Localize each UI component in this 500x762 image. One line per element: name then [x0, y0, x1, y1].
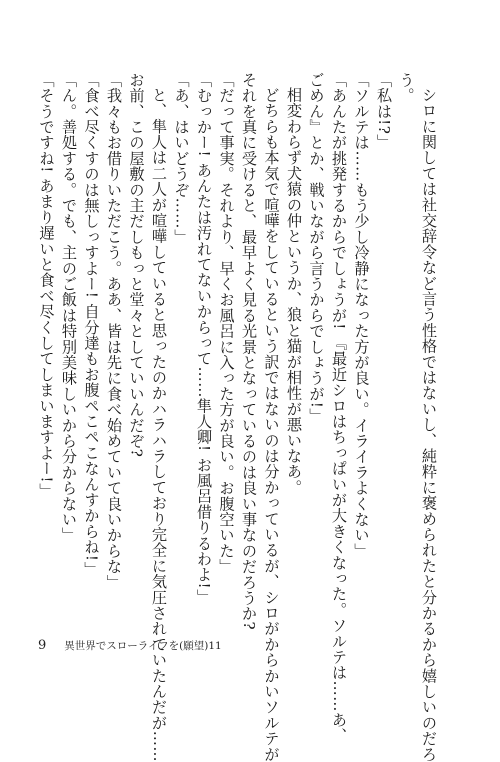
text-line: 「あ、はいどうぞ……」 [172, 72, 191, 245]
text-line: 「ん。善処する。でも、主のご飯は特別美味しいから分からない」 [60, 72, 78, 543]
page-number: 9 [38, 638, 47, 653]
text-line: 「そうですね! あまり遅いと食べ尽くしてしまいますよー!」 [37, 72, 56, 499]
text-line: お前、この屋敷の主だしもっと堂々としていいんだぞ? [127, 72, 146, 458]
text-line: と、隼人は二人が喧嘩していると思ったのかハラハラしており完全に気圧されていたんだが…… [150, 87, 168, 762]
text-line: 「私は!?」 [375, 72, 393, 151]
text-line: シロに関しては社交辞令など言う性格ではないし、純粋に褒められたと分かるから嬉しいのだろ [420, 87, 438, 762]
text-line: 「食べ尽くすのは無しっすよー! 自分達もお腹ペこペこなんすからね!」 [82, 72, 101, 578]
text-line: それを真に受けると、最早よく見る光景となっているのは良い事なのだろうか? [240, 72, 258, 631]
text-line: 「だって事実。それより、早くお風呂に入った方が良い。お腹空いた」 [217, 72, 236, 575]
page-footer [38, 638, 222, 653]
text-line: ごめん』とか、戦いながら言うからでしょうが!」 [307, 72, 326, 425]
text-line: 「ソルテは……もう少し冷静になった方が良い。イライラよくない」 [352, 72, 371, 559]
text-line: 「むっかー! あんたは汚れてないからって……隼人卿! お風呂借りるわよ!」 [195, 72, 213, 605]
book-title: 異世界でスローライフを(願望)11 [64, 640, 222, 652]
text-line: 相変わらず犬猿の仲というか、狼と猫が相性が悪いなあ。 [285, 87, 303, 496]
text-line: どちらも本気で喧嘩をしているという訳ではないのは分かっているが、シロがからかいソルテが [262, 87, 281, 762]
text-line: う。 [397, 72, 416, 104]
text-line: 「我々もお借りいただこう。ああ、皆は先に食べ始めていて良いからな」 [105, 72, 123, 591]
text-line: 「あんたが挑発するからでしょうが! 『最近シロはちっぱいが大きくなった。ソルテは……あ、 [330, 72, 348, 744]
